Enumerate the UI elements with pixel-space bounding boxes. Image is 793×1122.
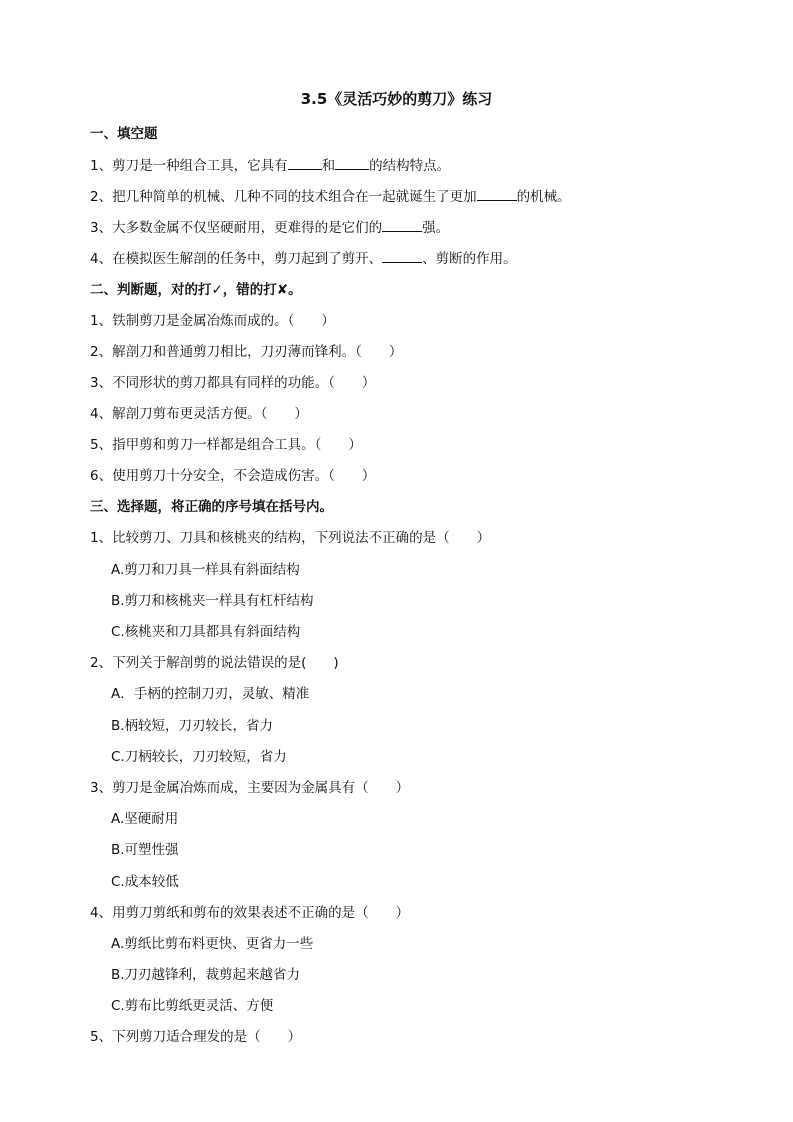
- choice-option: C.成本较低: [111, 874, 179, 890]
- answer-blank[interactable]: [477, 186, 517, 201]
- fill-q3-text-a: 3、大多数金属不仅坚硬耐用，更难得的是它们的: [90, 220, 383, 236]
- fill-question-2: [90, 186, 753, 207]
- choice-option: B.剪刀和核桃夹一样具有杠杆结构: [111, 593, 314, 609]
- choice-option: B.可塑性强: [111, 842, 179, 858]
- choice-question-1: 1、比较剪刀、刀具和核桃夹的结构，下列说法不正确的是（ ）: [90, 530, 491, 546]
- judge-item-1: 1、铁制剪刀是金属冶炼而成的。（ ）: [90, 313, 335, 329]
- answer-blank[interactable]: [288, 155, 322, 170]
- choice-option: A．手柄的控制刀刃，灵敏、精准: [111, 686, 310, 702]
- judge-item-3: 3、不同形状的剪刀都具有同样的功能。（ ）: [90, 375, 376, 391]
- judge-item-4: 4、解剖刀剪布更灵活方便。（ ）: [90, 406, 308, 422]
- fill-q3-text-b: 强。: [422, 220, 450, 236]
- fill-q4-text-b: 、剪断的作用。: [422, 251, 517, 267]
- choice-question-3: 3、剪刀是金属冶炼而成，主要因为金属具有（ ）: [90, 780, 410, 796]
- answer-blank[interactable]: [382, 217, 422, 232]
- fill-question-4: [90, 248, 753, 269]
- choice-option: A.坚硬耐用: [111, 811, 179, 827]
- fill-q2-text-a: 2、把几种简单的机械、几种不同的技术组合在一起就诞生了更加: [90, 189, 477, 205]
- choice-question-2: 2、下列关于解剖剪的说法错误的是( ): [90, 655, 339, 671]
- choice-option: C.核桃夹和刀具都具有斜面结构: [111, 624, 301, 640]
- fill-q1-text-c: 的结构特点。: [369, 158, 451, 174]
- fill-question-1: [90, 155, 753, 176]
- fill-q1-text-b: 和: [321, 158, 336, 174]
- choice-option: A.剪刀和刀具一样具有斜面结构: [111, 562, 300, 578]
- choice-option: B.刀刃越锋利，裁剪起来越省力: [111, 967, 301, 983]
- section-heading-judge: 二、判断题，对的打✓，错的打✘。: [90, 282, 302, 298]
- section-heading-fill: 一、填空题: [90, 126, 158, 142]
- judge-item-2: 2、解剖刀和普通剪刀相比，刀刃薄而锋利。（ ）: [90, 344, 403, 360]
- choice-question-5: 5、下列剪刀适合理发的是（ ）: [90, 1029, 302, 1045]
- choice-option: C.剪布比剪纸更灵活、方便: [111, 998, 274, 1014]
- fill-q1-text-a: 1、剪刀是一种组合工具，它具有: [90, 158, 288, 174]
- choice-option: B.柄较短，刀刃较长，省力: [111, 718, 274, 734]
- worksheet-title: 3.5《灵活巧妙的剪刀》练习: [300, 90, 493, 108]
- section-heading-choice: 三、选择题，将正确的序号填在括号内。: [90, 499, 333, 515]
- fill-question-3: [90, 217, 753, 238]
- fill-q2-text-b: 的机械。: [516, 189, 571, 205]
- judge-item-6: 6、使用剪刀十分安全，不会造成伤害。（ ）: [90, 468, 376, 484]
- answer-blank[interactable]: [382, 248, 422, 263]
- choice-option: C.刀柄较长，刀刃较短，省力: [111, 749, 287, 765]
- fill-q4-text-a: 4、在模拟医生解剖的任务中，剪刀起到了剪开、: [90, 251, 383, 267]
- choice-question-4: 4、用剪刀剪纸和剪布的效果表述不正确的是（ ）: [90, 905, 410, 921]
- choice-option: A.剪纸比剪布料更快、更省力一些: [111, 936, 314, 952]
- judge-item-5: 5、指甲剪和剪刀一样都是组合工具。（ ）: [90, 437, 362, 453]
- answer-blank[interactable]: [335, 155, 369, 170]
